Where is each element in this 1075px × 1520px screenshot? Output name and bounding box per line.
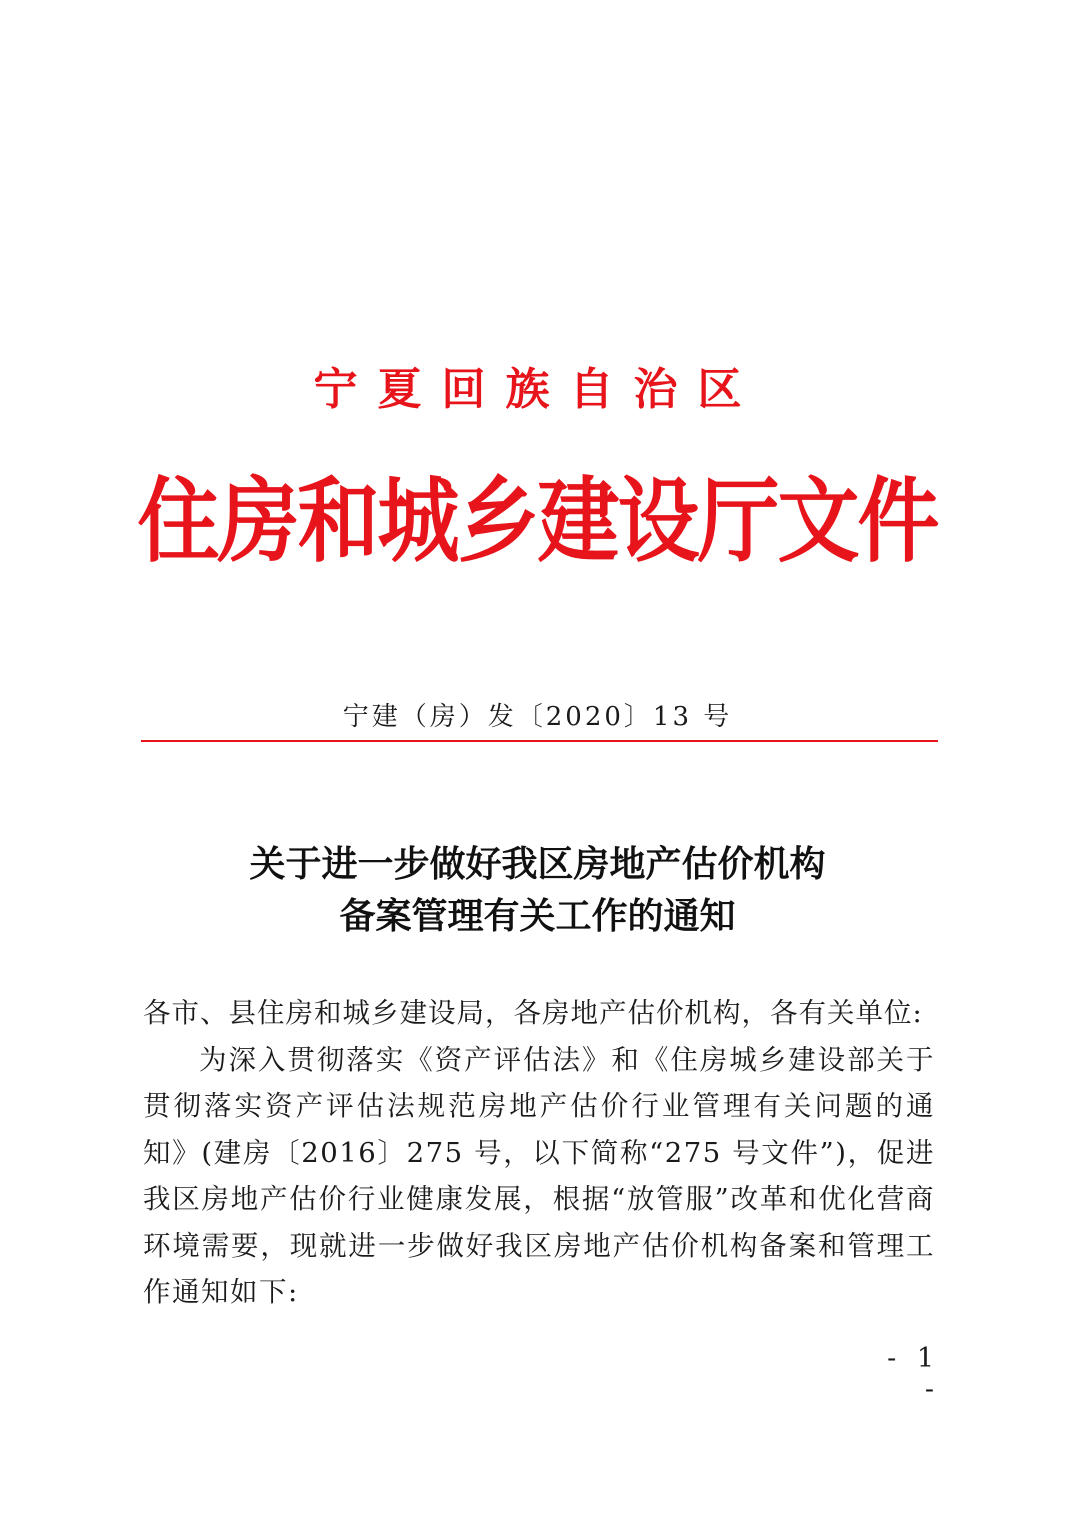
issuer-region: 宁夏回族自治区: [313, 364, 762, 415]
page-number: - 1 -: [887, 1343, 940, 1405]
document-title-line-2: 备案管理有关工作的通知: [339, 895, 736, 937]
document-number: 宁建（房）发〔2020〕13 号: [342, 702, 733, 732]
red-divider: [141, 740, 938, 742]
document-title-line-1: 关于进一步做好我区房地产估价机构: [249, 843, 826, 885]
issuer-title: 住房和城乡建设厅文件: [137, 467, 938, 576]
body-paragraph: 为深入贯彻落实《资产评估法》和《住房城乡建设部关于贯彻落实资产评估法规范房地产估价行业管理有关问题的通知》(建房〔2016〕275 号，以下简称“275 号文件”)，促进我区房地产估价行业健康发展，根据“放管服”改革和优化营商环境需要，现就进一步做好我区房地产估价机构备案和管理工作通知如下:: [143, 1043, 935, 1308]
document-title: [0, 838, 1075, 942]
document-body: [143, 990, 935, 1316]
salutation: 各市、县住房和城乡建设局，各房地产估价机构，各有关单位:: [143, 997, 923, 1029]
